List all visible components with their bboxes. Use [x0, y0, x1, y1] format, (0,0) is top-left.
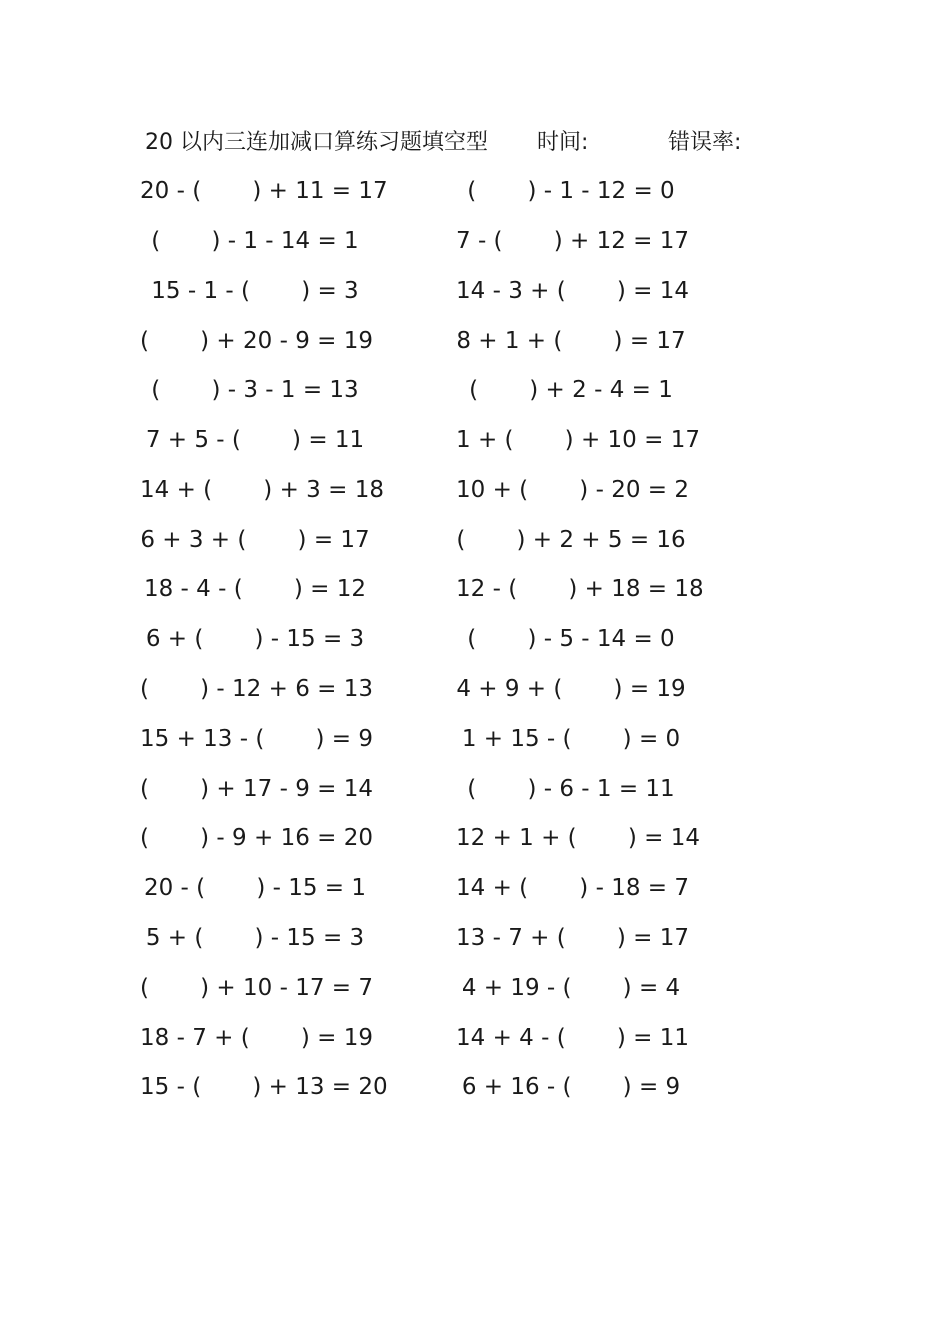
problem-right: ( ) - 5 - 14 = 0	[467, 626, 675, 652]
error-rate-label: 错误率:	[668, 130, 742, 155]
problem-left: ( ) - 1 - 14 = 1	[151, 228, 359, 254]
problem-left: 18 - 7 + ( ) = 19	[140, 1025, 373, 1051]
problem-row	[0, 672, 950, 706]
problem-left: ( ) + 20 - 9 = 19	[140, 328, 373, 354]
problem-left: 20 - ( ) - 15 = 1	[143, 875, 367, 901]
problem-left: 15 - 1 - ( ) = 3	[151, 278, 359, 304]
problem-row	[0, 523, 950, 557]
problem-left: 18 - 4 - ( ) = 12	[143, 576, 367, 602]
problem-left: 14 + ( ) + 3 = 18	[140, 477, 384, 503]
problem-row	[0, 622, 950, 656]
problem-right: 14 + 4 - ( ) = 11	[456, 1025, 689, 1051]
problem-row	[0, 473, 950, 507]
problem-row	[0, 1021, 950, 1055]
worksheet-title: 20 以内三连加减口算练习题填空型	[145, 130, 488, 155]
problem-right: 1 + 15 - ( ) = 0	[461, 726, 681, 752]
problem-row	[0, 871, 950, 905]
problem-row	[0, 921, 950, 955]
problem-right: ( ) - 1 - 12 = 0	[467, 178, 675, 204]
problem-right: 13 - 7 + ( ) = 17	[456, 925, 689, 951]
problem-right: 8 + 1 + ( ) = 17	[456, 328, 686, 354]
problem-row	[0, 324, 950, 358]
problem-right: 6 + 16 - ( ) = 9	[461, 1074, 681, 1100]
problem-right: ( ) + 2 - 4 = 1	[469, 377, 673, 403]
problem-row	[0, 373, 950, 407]
problem-right: 4 + 19 - ( ) = 4	[461, 975, 681, 1001]
problem-left: ( ) - 3 - 1 = 13	[151, 377, 359, 403]
problem-row	[0, 772, 950, 806]
problem-row	[0, 224, 950, 258]
problem-row	[0, 572, 950, 606]
problem-left: 7 + 5 - ( ) = 11	[145, 427, 365, 453]
problem-right: ( ) - 6 - 1 = 11	[467, 776, 675, 802]
problem-row	[0, 1070, 950, 1104]
problem-right: 12 + 1 + ( ) = 14	[456, 825, 700, 851]
problem-right: 12 - ( ) + 18 = 18	[456, 576, 704, 602]
problem-right: ( ) + 2 + 5 = 16	[456, 527, 686, 553]
problem-right: 14 - 3 + ( ) = 14	[456, 278, 689, 304]
problem-left: ( ) - 9 + 16 = 20	[140, 825, 373, 851]
time-label: 时间:	[537, 130, 589, 155]
problem-row	[0, 971, 950, 1005]
problem-row	[0, 274, 950, 308]
problem-left: ( ) + 10 - 17 = 7	[140, 975, 373, 1001]
problem-left: 20 - ( ) + 11 = 17	[140, 178, 388, 204]
problem-right: 14 + ( ) - 18 = 7	[456, 875, 689, 901]
problem-left: 15 + 13 - ( ) = 9	[140, 726, 373, 752]
problem-left: 6 + ( ) - 15 = 3	[145, 626, 365, 652]
problem-row	[0, 423, 950, 457]
problem-left: ( ) + 17 - 9 = 14	[140, 776, 373, 802]
problem-left: 15 - ( ) + 13 = 20	[140, 1074, 388, 1100]
problem-right: 4 + 9 + ( ) = 19	[456, 676, 686, 702]
problem-right: 7 - ( ) + 12 = 17	[456, 228, 689, 254]
problem-right: 10 + ( ) - 20 = 2	[456, 477, 689, 503]
problem-row	[0, 722, 950, 756]
problem-left: ( ) - 12 + 6 = 13	[140, 676, 373, 702]
problem-left: 6 + 3 + ( ) = 17	[140, 527, 370, 553]
problem-row	[0, 174, 950, 208]
problem-right: 1 + ( ) + 10 = 17	[456, 427, 700, 453]
problem-left: 5 + ( ) - 15 = 3	[145, 925, 365, 951]
problem-row	[0, 821, 950, 855]
